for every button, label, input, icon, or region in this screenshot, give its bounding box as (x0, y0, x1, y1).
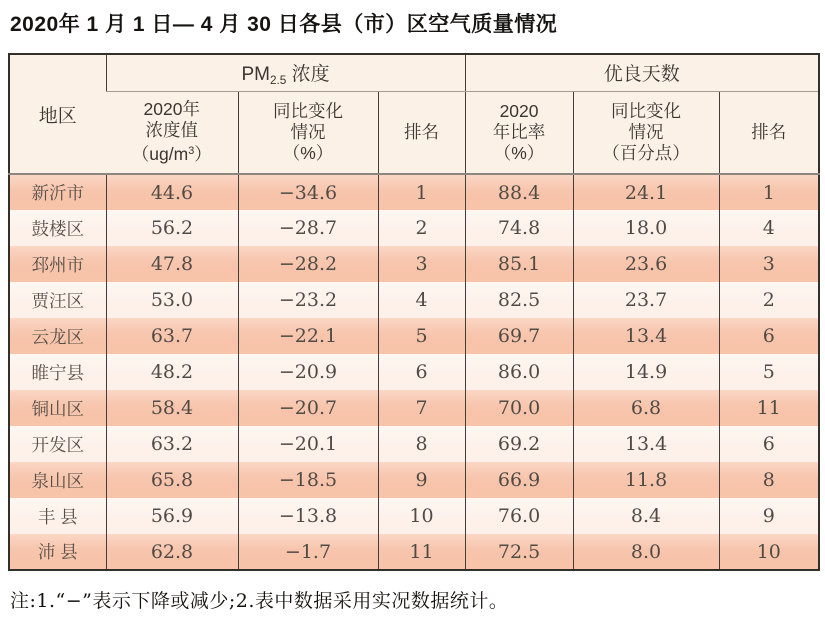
cell-region: 睢宁县 (9, 354, 106, 390)
cell-region: 新沂市 (9, 174, 106, 210)
cell-region: 贾汪区 (9, 282, 106, 318)
cell-good-rate: 86.0 (465, 354, 573, 390)
table-row (9, 318, 819, 354)
table-row (9, 282, 819, 318)
good-rate-line2: 年比率 (492, 121, 546, 142)
cell-pm-rank: 3 (378, 246, 465, 282)
cell-pm-change: −20.1 (238, 426, 378, 462)
pm-value-line2: 浓度值 (145, 120, 198, 141)
cell-good-rank: 11 (719, 390, 819, 426)
cell-pm-change: −34.6 (238, 174, 378, 210)
cell-pm-rank: 2 (378, 210, 465, 246)
pm25-subscript: 2.5 (269, 73, 287, 87)
header-row-groups (9, 54, 819, 91)
cell-region: 丰 县 (9, 498, 106, 534)
cell-pm-value: 58.4 (106, 390, 238, 426)
pm-value-unit: （ug/m (131, 144, 189, 165)
cell-good-change: 23.7 (573, 282, 719, 318)
cell-good-change: 6.8 (573, 390, 719, 426)
cell-pm-value: 63.2 (106, 426, 238, 462)
pm-value-unit-sup: 3 (188, 145, 195, 158)
col-header-good-change (573, 91, 719, 174)
col-header-pm-rank: 排名 (378, 91, 465, 174)
table-row (9, 390, 819, 426)
cell-pm-rank: 8 (378, 426, 465, 462)
col-header-pm-change (238, 91, 378, 174)
table-row (9, 426, 819, 462)
page-title: 2020年 1 月 1 日— 4 月 30 日各县（市）区空气质量情况 (10, 13, 558, 36)
cell-good-rate: 88.4 (465, 174, 573, 210)
table-row (9, 498, 819, 534)
col-group-pm25 (106, 54, 465, 91)
pm25-label: PM (241, 63, 270, 85)
footnote: 注:1.“−”表示下降或减少;2.表中数据采用实况数据统计。 (10, 590, 509, 612)
cell-pm-rank: 6 (378, 354, 465, 390)
cell-pm-change: −28.2 (238, 246, 378, 282)
cell-good-rank: 6 (719, 426, 819, 462)
table-row (9, 246, 819, 282)
good-rate-line3: （%） (493, 142, 545, 163)
header-row-columns (9, 91, 819, 174)
col-header-good-rate (465, 91, 573, 174)
cell-good-change: 8.0 (573, 534, 719, 570)
table-row (9, 210, 819, 246)
cell-good-rank: 9 (719, 498, 819, 534)
cell-good-change: 14.9 (573, 354, 719, 390)
cell-pm-value: 44.6 (106, 174, 238, 210)
cell-good-rank: 4 (719, 210, 819, 246)
cell-good-rate: 72.5 (465, 534, 573, 570)
cell-pm-change: −20.9 (238, 354, 378, 390)
cell-good-rank: 2 (719, 282, 819, 318)
cell-pm-value: 56.9 (106, 498, 238, 534)
cell-pm-rank: 5 (378, 318, 465, 354)
cell-good-change: 8.4 (573, 498, 719, 534)
col-header-good-rank: 排名 (719, 91, 819, 174)
cell-pm-change: −18.5 (238, 462, 378, 498)
table-header (9, 54, 819, 174)
cell-good-rate: 82.5 (465, 282, 573, 318)
good-change-line1: 同比变化 (611, 100, 682, 121)
pm-change-line2: 情况 (290, 121, 326, 142)
table-row (9, 534, 819, 570)
table-body (9, 174, 819, 570)
cell-good-rank: 6 (719, 318, 819, 354)
cell-region: 泉山区 (9, 462, 106, 498)
cell-region: 铜山区 (9, 390, 106, 426)
cell-pm-value: 53.0 (106, 282, 238, 318)
good-change-line3: （百分点） (602, 142, 690, 163)
cell-good-rate: 66.9 (465, 462, 573, 498)
cell-pm-value: 47.8 (106, 246, 238, 282)
col-group-good-days: 优良天数 (465, 54, 819, 91)
pm-change-line1: 同比变化 (273, 100, 343, 121)
cell-good-change: 18.0 (573, 210, 719, 246)
cell-pm-value: 62.8 (106, 534, 238, 570)
cell-pm-change: −13.8 (238, 498, 378, 534)
pm-change-line3: （%） (282, 142, 334, 163)
cell-region: 开发区 (9, 426, 106, 462)
cell-good-rate: 70.0 (465, 390, 573, 426)
cell-good-rank: 5 (719, 354, 819, 390)
cell-pm-rank: 1 (378, 174, 465, 210)
cell-pm-rank: 9 (378, 462, 465, 498)
table-row (9, 354, 819, 390)
cell-good-rate: 74.8 (465, 210, 573, 246)
pm25-label-rest: 浓度 (286, 63, 330, 85)
pm-value-line1: 2020年 (143, 99, 200, 120)
cell-good-rate: 76.0 (465, 498, 573, 534)
cell-pm-change: −23.2 (238, 282, 378, 318)
cell-good-change: 13.4 (573, 318, 719, 354)
cell-pm-change: −20.7 (238, 390, 378, 426)
good-rate-line1: 2020 (499, 100, 539, 121)
cell-good-change: 23.6 (573, 246, 719, 282)
cell-pm-rank: 4 (378, 282, 465, 318)
cell-region: 云龙区 (9, 318, 106, 354)
cell-good-rate: 69.7 (465, 318, 573, 354)
cell-good-change: 11.8 (573, 462, 719, 498)
cell-pm-value: 65.8 (106, 462, 238, 498)
cell-good-rank: 8 (719, 462, 819, 498)
cell-region: 鼓楼区 (9, 210, 106, 246)
cell-pm-change: −28.7 (238, 210, 378, 246)
cell-region: 邳州市 (9, 246, 106, 282)
table-row (9, 174, 819, 210)
table-row (9, 462, 819, 498)
cell-good-rate: 69.2 (465, 426, 573, 462)
col-header-region: 地区 (9, 54, 106, 174)
cell-good-rank: 10 (719, 534, 819, 570)
good-change-line2: 情况 (628, 121, 664, 142)
cell-pm-change: −22.1 (238, 318, 378, 354)
cell-good-rank: 3 (719, 246, 819, 282)
air-quality-table (8, 53, 820, 571)
cell-pm-value: 56.2 (106, 210, 238, 246)
pm-value-unit-close: ） (194, 144, 212, 165)
cell-region: 沛 县 (9, 534, 106, 570)
cell-good-rate: 85.1 (465, 246, 573, 282)
cell-good-change: 13.4 (573, 426, 719, 462)
cell-good-change: 24.1 (573, 174, 719, 210)
cell-good-rank: 1 (719, 174, 819, 210)
cell-pm-value: 48.2 (106, 354, 238, 390)
cell-pm-value: 63.7 (106, 318, 238, 354)
cell-pm-change: −1.7 (238, 534, 378, 570)
cell-pm-rank: 10 (378, 498, 465, 534)
col-header-pm-value (106, 91, 238, 174)
cell-pm-rank: 7 (378, 390, 465, 426)
cell-pm-rank: 11 (378, 534, 465, 570)
